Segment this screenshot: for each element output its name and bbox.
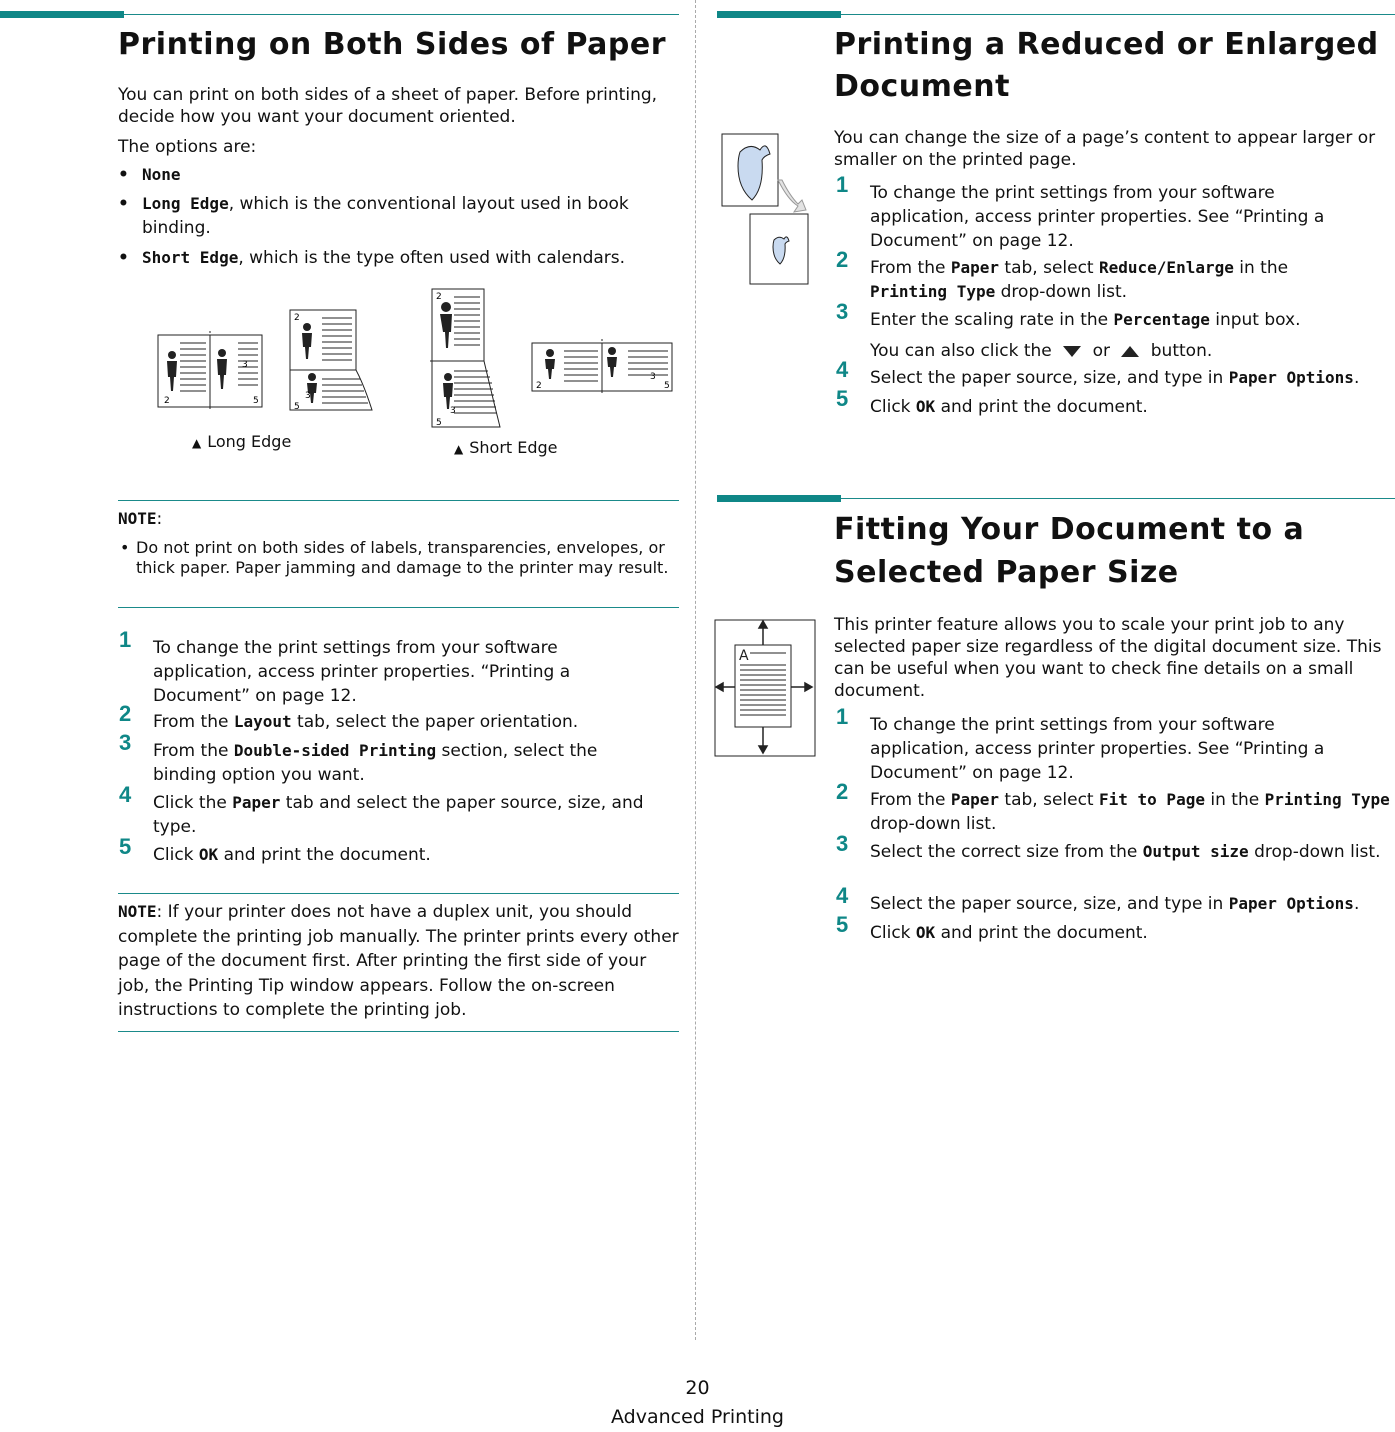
short-edge-landscape-illustration	[532, 339, 672, 393]
svg-text:2: 2	[436, 292, 442, 302]
svg-text:2: 2	[536, 381, 542, 391]
triangle-icon: ▲	[454, 442, 464, 456]
option-short-edge: • Short Edge, which is the type often used with calendars.	[118, 248, 626, 268]
reduce-step-1: 1 To change the print settings from your software application, access printer properties. See “Printing a Document” on page 12.	[836, 172, 1325, 251]
duplex-step-5: 5 Click OK and print the document.	[119, 834, 431, 865]
column-divider	[695, 0, 696, 1340]
fit-step-4: 4 Select the paper source, size, and type in Paper Options.	[836, 883, 1360, 914]
reduce-step-3: 3 Enter the scaling rate in the Percentage input box.	[836, 299, 1301, 330]
fit-step-1: 1 To change the print settings from your software application, access printer properties. See “Printing a Document” on page 12.	[836, 704, 1325, 783]
note2: NOTE: If your printer does not have a duplex unit, you should complete the printing job manually. The printer prints every other page of the document first. After printing the first side of your job, the Printing Tip window appears. Follow the on-screen instructions to complete the printing job.	[118, 902, 679, 1020]
options-intro: The options are:	[118, 137, 257, 157]
fit-step-2: 2 From the Paper tab, select Fit to Page in the Printing Type drop-down list.	[836, 779, 1390, 834]
section-bar	[717, 495, 841, 502]
duplex-step-2: 2 From the Layout tab, select the paper orientation.	[119, 701, 579, 732]
long-edge-book-illustration	[158, 331, 262, 409]
reduce-step-5: 5 Click OK and print the document.	[836, 386, 1148, 417]
note2-rule-top	[118, 893, 679, 894]
caption-short-edge: ▲ Short Edge	[454, 438, 558, 457]
duplex-step-3: 3 From the Double-sided Printing section, select the binding option you want.	[119, 730, 598, 785]
svg-text:5: 5	[253, 396, 259, 406]
fit-step-5: 5 Click OK and print the document.	[836, 912, 1148, 943]
fit-to-page-figure	[712, 617, 818, 759]
reduce-arrows-hint: You can also click the or button.	[870, 341, 1213, 361]
section-title-reduce-line1: Printing a Reduced or Enlarged	[834, 27, 1379, 62]
triangle-icon: ▲	[192, 436, 202, 450]
duplex-orientation-figure	[150, 285, 680, 455]
up-arrow-icon	[1121, 346, 1139, 357]
section-title-fit-line2: Selected Paper Size	[834, 555, 1179, 590]
fit-step-3: 3 Select the correct size from the Output size drop-down list.	[836, 831, 1381, 862]
section-rule	[841, 498, 1395, 499]
option-none: • None	[118, 165, 181, 185]
footer-section-title: Advanced Printing	[611, 1406, 784, 1428]
section-title-duplex: Printing on Both Sides of Paper	[118, 27, 667, 62]
svg-text:2: 2	[294, 313, 300, 323]
svg-text:3: 3	[242, 360, 248, 370]
section-title-fit-line1: Fitting Your Document to a	[834, 512, 1305, 547]
duplex-intro: You can print on both sides of a sheet of paper. Before printing, decide how you want your document oriented.	[118, 85, 658, 127]
duplex-step-1: 1 To change the print settings from your software application, access printer properties. “Printing a Document” on page 12.	[119, 627, 571, 706]
caption-long-edge: ▲ Long Edge	[192, 432, 292, 451]
section-bar	[717, 11, 841, 18]
note-rule-bottom	[118, 607, 679, 608]
svg-text:5: 5	[294, 402, 300, 412]
svg-text:5: 5	[436, 418, 442, 428]
page-number: 20	[685, 1377, 710, 1399]
section-bar	[0, 11, 124, 18]
option-long-edge: • Long Edge, which is the conventional layout used in book binding.	[118, 194, 629, 238]
note1-label: NOTE:	[118, 509, 163, 529]
svg-text:A: A	[739, 648, 749, 664]
note1-text: • Do not print on both sides of labels, transparencies, envelopes, or thick paper. Paper jamming and damage to the printer may result.	[120, 538, 669, 577]
section-title-reduce-line2: Document	[834, 69, 1010, 104]
reduce-intro: You can change the size of a page’s content to appear larger or smaller on the printed page.	[834, 128, 1376, 170]
reduce-step-2: 2 From the Paper tab, select Reduce/Enlarge in the Printing Type drop-down list.	[836, 247, 1289, 302]
down-arrow-icon	[1063, 346, 1081, 357]
svg-text:2: 2	[164, 396, 170, 406]
reduce-enlarge-figure	[718, 130, 813, 288]
svg-text:3: 3	[450, 406, 456, 416]
reduce-step-4: 4 Select the paper source, size, and type in Paper Options.	[836, 357, 1360, 388]
short-edge-flip-illustration	[430, 289, 500, 428]
shrink-arrow-icon	[778, 180, 806, 212]
svg-text:3: 3	[650, 372, 656, 382]
section-rule	[841, 14, 1395, 15]
duplex-step-4: 4 Click the Paper tab and select the paper source, size, and type.	[119, 782, 644, 837]
svg-text:3: 3	[305, 391, 311, 401]
section-rule	[124, 14, 679, 15]
note-rule-top	[118, 500, 679, 501]
note2-rule-bottom	[118, 1031, 679, 1032]
fit-intro: This printer feature allows you to scale your print job to any selected paper size regardless of the digital document size. This can be useful when you want to check fine details on a small document.	[834, 615, 1382, 701]
long-edge-flip-illustration	[290, 310, 372, 412]
svg-text:5: 5	[664, 381, 670, 391]
